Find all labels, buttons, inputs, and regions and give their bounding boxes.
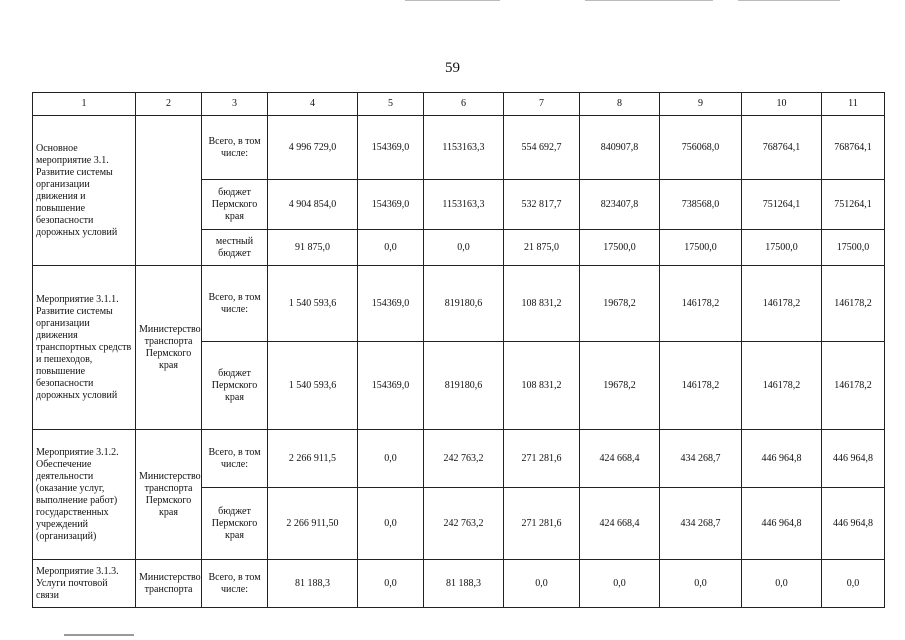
amount-cell: 751264,1 bbox=[822, 180, 885, 230]
amount-cell: 738568,0 bbox=[660, 180, 742, 230]
column-header: 2 bbox=[136, 93, 202, 116]
amount-cell: 81 188,3 bbox=[268, 560, 358, 608]
activity-name-cell: Мероприятие 3.1.2. Обеспечение деятельности (оказание услуг, выполнение работ) государственных учреждений (организаций) bbox=[33, 430, 136, 560]
funding-source-cell: бюджет Пермского края bbox=[202, 488, 268, 560]
amount-cell: 0,0 bbox=[358, 560, 424, 608]
amount-cell: 21 875,0 bbox=[504, 230, 580, 266]
amount-cell: 424 668,4 bbox=[580, 488, 660, 560]
column-header: 10 bbox=[742, 93, 822, 116]
amount-cell: 2 266 911,50 bbox=[268, 488, 358, 560]
amount-cell: 1 540 593,6 bbox=[268, 342, 358, 430]
amount-cell: 17500,0 bbox=[580, 230, 660, 266]
scan-edge-line bbox=[64, 634, 134, 636]
amount-cell: 2 266 911,5 bbox=[268, 430, 358, 488]
column-header: 3 bbox=[202, 93, 268, 116]
executor-cell: Министерство транспорта Пермского края bbox=[136, 430, 202, 560]
amount-cell: 446 964,8 bbox=[742, 430, 822, 488]
funding-source-cell: Всего, в том числе: bbox=[202, 266, 268, 342]
column-header: 9 bbox=[660, 93, 742, 116]
column-header: 4 bbox=[268, 93, 358, 116]
amount-cell: 0,0 bbox=[742, 560, 822, 608]
amount-cell: 424 668,4 bbox=[580, 430, 660, 488]
amount-cell: 271 281,6 bbox=[504, 430, 580, 488]
funding-source-cell: Всего, в том числе: bbox=[202, 430, 268, 488]
amount-cell: 532 817,7 bbox=[504, 180, 580, 230]
amount-cell: 434 268,7 bbox=[660, 488, 742, 560]
amount-cell: 768764,1 bbox=[742, 116, 822, 180]
amount-cell: 154369,0 bbox=[358, 180, 424, 230]
amount-cell: 146178,2 bbox=[742, 342, 822, 430]
activity-name-cell: Мероприятие 3.1.1. Развитие системы организации движения транспортных средств и пешеходов, повышение безопасности дорожных условий bbox=[33, 266, 136, 430]
amount-cell: 146178,2 bbox=[660, 342, 742, 430]
table-row bbox=[33, 116, 885, 180]
amount-cell: 0,0 bbox=[424, 230, 504, 266]
executor-cell: Министерство транспорта bbox=[136, 560, 202, 608]
budget-table bbox=[32, 92, 885, 608]
amount-cell: 1153163,3 bbox=[424, 180, 504, 230]
amount-cell: 146178,2 bbox=[660, 266, 742, 342]
funding-source-cell: Всего, в том числе: bbox=[202, 116, 268, 180]
amount-cell: 146178,2 bbox=[822, 342, 885, 430]
amount-cell: 554 692,7 bbox=[504, 116, 580, 180]
column-header: 1 bbox=[33, 93, 136, 116]
funding-source-cell: бюджет Пермского края bbox=[202, 180, 268, 230]
amount-cell: 0,0 bbox=[358, 430, 424, 488]
amount-cell: 0,0 bbox=[504, 560, 580, 608]
amount-cell: 271 281,6 bbox=[504, 488, 580, 560]
amount-cell: 91 875,0 bbox=[268, 230, 358, 266]
amount-cell: 17500,0 bbox=[742, 230, 822, 266]
column-header: 8 bbox=[580, 93, 660, 116]
amount-cell: 446 964,8 bbox=[822, 488, 885, 560]
funding-source-cell: Всего, в том числе: bbox=[202, 560, 268, 608]
scan-edge-line bbox=[405, 0, 500, 1]
amount-cell: 840907,8 bbox=[580, 116, 660, 180]
amount-cell: 19678,2 bbox=[580, 342, 660, 430]
amount-cell: 4 996 729,0 bbox=[268, 116, 358, 180]
table-row bbox=[33, 266, 885, 342]
amount-cell: 154369,0 bbox=[358, 266, 424, 342]
column-header: 7 bbox=[504, 93, 580, 116]
amount-cell: 1 540 593,6 bbox=[268, 266, 358, 342]
amount-cell: 819180,6 bbox=[424, 266, 504, 342]
amount-cell: 0,0 bbox=[358, 488, 424, 560]
amount-cell: 4 904 854,0 bbox=[268, 180, 358, 230]
amount-cell: 19678,2 bbox=[580, 266, 660, 342]
amount-cell: 1153163,3 bbox=[424, 116, 504, 180]
funding-source-cell: местный бюджет bbox=[202, 230, 268, 266]
amount-cell: 751264,1 bbox=[742, 180, 822, 230]
page-number: 59 bbox=[445, 60, 460, 76]
scan-edge-line bbox=[738, 0, 840, 1]
amount-cell: 108 831,2 bbox=[504, 342, 580, 430]
activity-name-cell: Основное мероприятие 3.1. Развитие системы организации движения и повышение безопасности дорожных условий bbox=[33, 116, 136, 266]
table-row bbox=[33, 560, 885, 608]
column-header: 6 bbox=[424, 93, 504, 116]
amount-cell: 242 763,2 bbox=[424, 430, 504, 488]
scan-edge-line bbox=[585, 0, 713, 1]
header-row bbox=[33, 93, 885, 116]
amount-cell: 0,0 bbox=[660, 560, 742, 608]
amount-cell: 0,0 bbox=[358, 230, 424, 266]
amount-cell: 0,0 bbox=[580, 560, 660, 608]
column-header: 11 bbox=[822, 93, 885, 116]
amount-cell: 108 831,2 bbox=[504, 266, 580, 342]
amount-cell: 154369,0 bbox=[358, 342, 424, 430]
executor-cell: Министерство транспорта Пермского края bbox=[136, 266, 202, 430]
column-header: 5 bbox=[358, 93, 424, 116]
amount-cell: 756068,0 bbox=[660, 116, 742, 180]
amount-cell: 17500,0 bbox=[822, 230, 885, 266]
amount-cell: 823407,8 bbox=[580, 180, 660, 230]
amount-cell: 154369,0 bbox=[358, 116, 424, 180]
amount-cell: 446 964,8 bbox=[822, 430, 885, 488]
executor-cell bbox=[136, 116, 202, 266]
amount-cell: 446 964,8 bbox=[742, 488, 822, 560]
amount-cell: 768764,1 bbox=[822, 116, 885, 180]
amount-cell: 146178,2 bbox=[742, 266, 822, 342]
activity-name-cell: Мероприятие 3.1.3. Услуги почтовой связи bbox=[33, 560, 136, 608]
amount-cell: 81 188,3 bbox=[424, 560, 504, 608]
amount-cell: 819180,6 bbox=[424, 342, 504, 430]
amount-cell: 434 268,7 bbox=[660, 430, 742, 488]
amount-cell: 146178,2 bbox=[822, 266, 885, 342]
amount-cell: 17500,0 bbox=[660, 230, 742, 266]
table-row bbox=[33, 430, 885, 488]
funding-source-cell: бюджет Пермского края bbox=[202, 342, 268, 430]
amount-cell: 0,0 bbox=[822, 560, 885, 608]
amount-cell: 242 763,2 bbox=[424, 488, 504, 560]
